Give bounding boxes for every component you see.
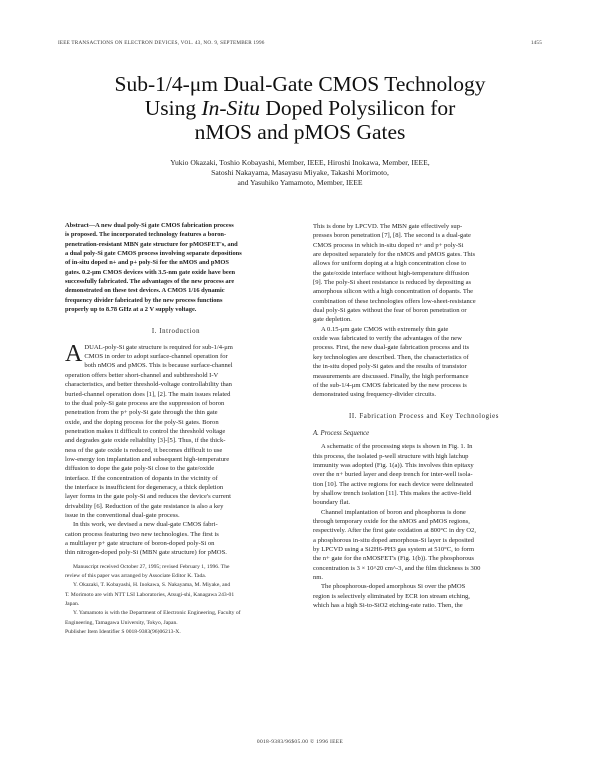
paper-title (60, 72, 540, 144)
subsection-heading-process-sequence: A. Process Sequence (313, 429, 370, 437)
body-line: and degrades gate oxide reliability [3]-[5]. Thus, if the thick- (65, 437, 226, 445)
right-column (313, 222, 535, 610)
body-line: penetration makes it difficult to control the threshold voltage (65, 427, 226, 435)
author-list (100, 158, 500, 188)
body-line: the in-situ doped poly-Si gates and the results of transistor (313, 363, 467, 371)
body-line: CMOS in order to adopt surface-channel operation for (84, 353, 228, 361)
title-line-3: nMOS and pMOS Gates (194, 120, 406, 144)
body-line: interface. If the concentration of dopants in the vicinity of (65, 474, 218, 482)
section-heading-introduction: I. Introduction (151, 328, 201, 336)
abstract-line: properly up to 8.78 GHz at a 2 V supply voltage. (65, 306, 197, 314)
abstract-line: Abstract—A new dual poly-Si gate CMOS fabrication process (65, 222, 234, 229)
body-line: presses boron penetration [7], [8]. The second is a dual-gate (313, 232, 471, 240)
footnote-line: Manuscript received October 27, 1995; revised February 1, 1996. The (73, 563, 230, 570)
body-line: concentration is 3 × 10^20 cm^-3, and the film thickness is 300 (313, 564, 481, 572)
body-line: A 0.15-μm gate CMOS with extremely thin gate (321, 325, 449, 333)
body-line: layer forms in the gate poly-Si and reduces the device's current (65, 493, 231, 501)
body-line: demonstrated using frequency-divider circuits. (313, 391, 437, 399)
body-line: characteristics, and better threshold-voltage controllability than (65, 381, 232, 389)
abstract-line: frequency divider fabricated by the new process functions (65, 296, 223, 304)
left-column (65, 222, 287, 638)
author-line-2: Satoshi Nakayama, Masayasu Miyake, Takashi Morimoto, (211, 168, 389, 177)
body-line: immunity was adopted (Fig. 1(a)). This involves thin epitaxy (313, 461, 474, 469)
body-line: this process, the isolated p-well structure with high latchup (313, 452, 469, 460)
body-line: which has a high Si-to-SiO2 etching-rate ratio. Then, the (313, 602, 463, 610)
abstract-line: is proposed. The incorporated technology features a boron- (65, 231, 227, 239)
body-line: the interface is insufficient for degeneracy, a thick depletion (65, 483, 224, 491)
section-heading-fabrication: II. Fabrication Process and Key Technologies (349, 412, 499, 420)
body-line: cation process featuring two new technologies. The first is (65, 530, 219, 538)
body-line: of the sub-1/4-μm CMOS fabricated by the new process is (313, 381, 467, 389)
body-line: gate depletion. (313, 316, 352, 324)
body-line: A schematic of the processing steps is shown in Fig. 1. In (321, 443, 473, 451)
footnote-line: Japan. (65, 601, 80, 608)
body-line: [9]. The poly-Si sheet resistance is reduced by depositing as (313, 279, 472, 287)
body-line: dual poly-Si gates without the fear of boron penetration or (313, 307, 467, 315)
page-number: 1455 (530, 40, 542, 46)
body-line: ness of the gate oxide is reduced, it becomes difficult to use (65, 446, 223, 454)
abstract-line: gates. 0.2-μm CMOS devices with 3.5-nm gate oxide have been (65, 268, 236, 276)
intro-paragraph-1 (65, 340, 287, 521)
body-line: tion [10]. The active regions for each device were delineated (313, 480, 473, 488)
body-line: penetration from the p+ poly-Si gate through the thin gate (65, 409, 218, 417)
body-line: issue in the conventional dual-gate process. (65, 511, 180, 519)
body-line: are deposited separately for the nMOS and pMOS gates. This (313, 251, 476, 259)
body-line: both nMOS and pMOS. This is because surface-channel (84, 362, 233, 370)
body-line: combination of these technologies offers low-sheet-resistance (313, 297, 476, 305)
footnote-block (65, 564, 287, 639)
body-line: boundary flat. (313, 499, 350, 507)
footnote-line: review of this paper was arranged by Associate Editor K. Tada. (65, 573, 207, 580)
footnote-line: T. Morimoto are with NTT LSI Laboratories, Atsugi-shi, Kanagawa 243-01 (65, 591, 235, 598)
body-line: process. First, the new dual-gate fabrication process and its (313, 344, 470, 352)
right-paragraph-1 (313, 222, 535, 325)
body-line: respectively. After the first gate oxidation at 800°C in dry O2, (313, 527, 476, 535)
footnote-line: Y. Yamamoto is with the Department of Electronic Engineering, Faculty of (73, 610, 241, 617)
body-line: measurements are discussed. Finally, the high performance (313, 372, 469, 380)
body-line: low-energy ion implantation and subsequent high-temperature (65, 455, 230, 463)
abstract-line: penetration-resistant MBN gate structure for pMOSFET's, and (65, 240, 238, 248)
body-line: through temporary oxide for the nMOS and pMOS regions, (313, 517, 470, 525)
running-head (58, 40, 542, 46)
author-line-3: and Yasuhiko Yamamoto, Member, IEEE (237, 178, 363, 187)
body-line: oxide was fabricated to verify the advantages of the new (313, 335, 462, 343)
body-line: by LPCVD using a Si2H6-PH3 gas system at 510°C, to form (313, 546, 475, 553)
body-line: over the n+ buried layer and deep trench for inter-well isola- (313, 471, 473, 479)
body-line: to the dual poly-Si gate process are the suppression of boron (65, 399, 225, 407)
abstract-line: a dual poly-Si gate CMOS process involving separate depositions (65, 250, 242, 258)
body-line: allows for uniform doping at a high concentration close to (313, 260, 467, 268)
running-head-journal: IEEE TRANSACTIONS ON ELECTRON DEVICES, VOL. 43, NO. 9, SEPTEMBER 1996 (58, 40, 265, 46)
body-line: amorphous silicon with a high concentration of dopants. The (313, 288, 474, 296)
body-line: CMOS process in which in-situ doped n+ and p+ poly-Si (313, 241, 464, 249)
title-line-1: Sub-1/4-μm Dual-Gate CMOS Technology (114, 72, 486, 96)
body-line: buried-channel operation does [1], [2]. The main issues related (65, 390, 231, 398)
right-paragraph-3 (313, 442, 535, 507)
footnote-line: Publisher Item Identifier S 0018-9383(96)06213-X. (65, 629, 181, 636)
body-line: The phosphorous-doped amorphous Si over the pMOS (321, 583, 466, 591)
body-line: In this work, we devised a new dual-gate CMOS fabri- (73, 521, 218, 529)
body-line: key technologies are described. Then, the characteristics of (313, 353, 469, 361)
body-line: oxide, and the doping process for the poly-Si gates. Boron (65, 418, 219, 426)
issn-footer: 0018-9383/96$05.00 © 1996 IEEE (256, 739, 344, 745)
title-italic-term: In-Situ (201, 96, 260, 120)
abstract-line: of in-situ doped n+ and p+ poly-Si for the nMOS and pMOS (65, 259, 229, 267)
body-line: by shallow trench isolation [11]. This makes the active-field (313, 489, 472, 497)
footnote-line: Y. Okazaki, T. Kobayashi, H. Inokawa, S. Nakayama, M. Miyake, and (73, 582, 231, 589)
intro-paragraph-2 (65, 520, 287, 557)
abstract-line: successfully fabricated. The advantages of the new process are (65, 278, 235, 286)
body-line: a phosphorous in-situ doped amorphous-Si layer is deposited (313, 536, 474, 544)
body-line: diffusion to dope the gate poly-Si close to the gate/oxide (65, 465, 215, 473)
body-line: Channel implantation of boron and phosphorus is done (321, 508, 466, 516)
body-line: nm. (313, 574, 324, 582)
body-line: This is done by LPCVD. The MBN gate effectively sup- (313, 223, 463, 230)
right-paragraph-2 (313, 325, 535, 400)
abstract-line: demonstrated on these test devices. A CMOS 1/16 dynamic (65, 287, 225, 295)
body-line: operation offers better short-channel and subthreshold I-V (65, 371, 219, 379)
author-line-1: Yukio Okazaki, Toshio Kobayashi, Member, IEEE, Hiroshi Inokawa, Member, IEEE, (170, 158, 430, 167)
body-line: thin nitrogen-doped poly-Si (MBN gate structure) for pMOS. (65, 549, 227, 557)
title-line-2: Using In-Situ Doped Polysilicon for (144, 96, 456, 120)
body-line: DUAL-poly-Si gate structure is required for sub-1/4-μm (84, 343, 233, 351)
body-line: the n+ gate for the nMOSFET's (Fig. 1(b)). The phosphorous (313, 555, 475, 563)
abstract (65, 222, 287, 315)
body-line: a multilayer p+ gate structure of boron-doped poly-Si on (65, 540, 215, 547)
body-line: region is selectively eliminated by ECR ion stream etching, (313, 592, 470, 600)
right-paragraph-5 (313, 582, 535, 610)
drop-cap: A (65, 340, 83, 367)
right-paragraph-4 (313, 508, 535, 583)
body-line: the gate/oxide interface without high-temperature diffusion (313, 269, 470, 277)
body-line: drivability [6]. Reduction of the gate resistance is also a key (65, 502, 224, 510)
footnote-line: Engineering, Tamagawa University, Tokyo, Japan. (65, 619, 178, 626)
